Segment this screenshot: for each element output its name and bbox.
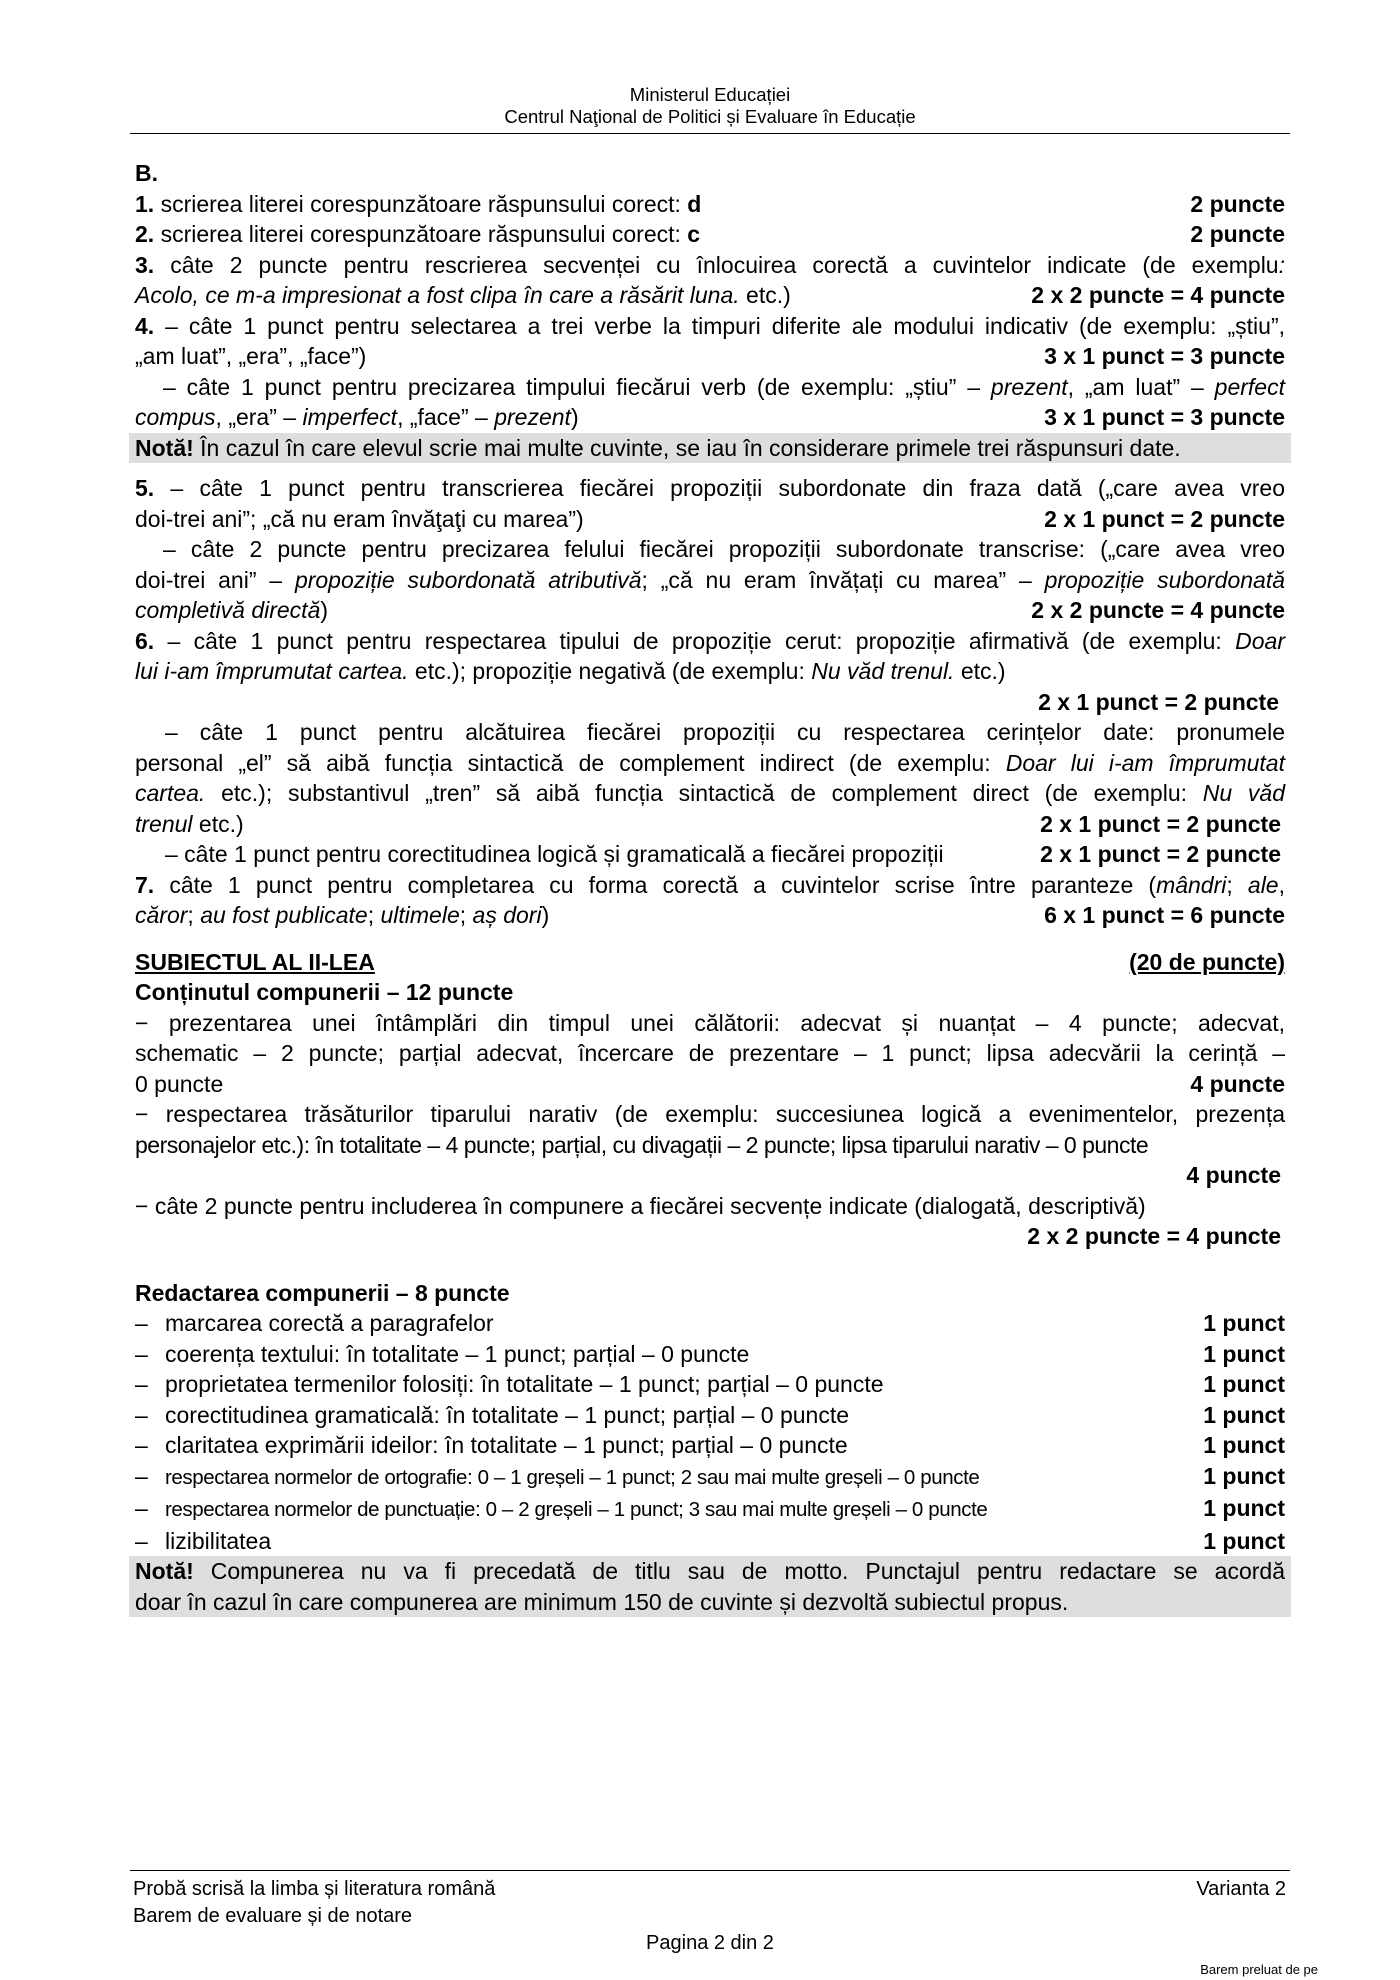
item-6-line-2 — [135, 656, 1285, 687]
example-text: ultimele — [380, 902, 460, 928]
criterion-points: 1 punct — [1203, 1401, 1285, 1428]
page-header — [130, 84, 1290, 128]
item-number: 4. — [135, 312, 155, 339]
item-text: – câte 1 punct pentru transcrierea fiecărei propoziții subordonate din fraza dată („care avea vreo — [154, 475, 1285, 501]
item-number: 1. — [135, 190, 155, 217]
content-criterion-1-line-2: schematic – 2 puncte; parțial adecvat, încercare de prezentare – 1 punct; lipsa adecvării la cerință – — [135, 1040, 1285, 1066]
item-3-line-2 — [135, 280, 1285, 311]
item-1 — [135, 189, 1285, 220]
item-text: ) — [541, 902, 550, 928]
item-points: 2 x 2 puncte = 4 puncte — [1027, 1223, 1281, 1249]
item-number: 3. — [135, 251, 155, 278]
item-text: ; — [1226, 871, 1248, 898]
example-text: cartea. — [135, 780, 206, 806]
item-text: scrierea literei corespunzătoare răspunsului corect: — [154, 221, 688, 247]
writing-section-title: Redactarea compunerii – 8 puncte — [135, 1279, 510, 1306]
writing-criterion — [135, 1526, 1285, 1557]
bullet-dash: – — [135, 1432, 148, 1458]
item-points: 2 x 1 punct = 2 puncte — [1044, 505, 1285, 532]
criterion-text: lizibilitatea — [165, 1527, 272, 1554]
item-4-line-4 — [135, 402, 1285, 433]
item-6-line-4 — [135, 748, 1285, 779]
criterion-points: 1 punct — [1203, 1371, 1285, 1397]
writing-criterion — [135, 1308, 1285, 1339]
example-text: imperfect — [302, 404, 398, 430]
writing-criteria-list — [135, 1308, 1285, 1556]
item-7-line-1 — [135, 870, 1285, 901]
item-answer: d — [687, 190, 702, 217]
item-number: 7. — [135, 871, 155, 898]
content-criterion-1-line-3 — [135, 1069, 1285, 1100]
example-text: completivă directă — [135, 597, 321, 623]
criterion-text: respectarea normelor de ortografie: 0 – 1 greșeli – 1 punct; 2 sau mai multe greșeli – 0 puncte — [165, 1465, 980, 1489]
item-text: personal „el” să aibă funcția sintactică de complement indirect (de exemplu: — [135, 749, 1006, 776]
bullet-dash: – — [135, 1340, 148, 1367]
item-5-line-4 — [135, 565, 1285, 596]
note-text: Compunerea nu va fi precedată de titlu sau de motto. Punctajul pentru redactare se acordă — [193, 1558, 1285, 1584]
item-text: , — [1278, 871, 1285, 898]
writing-criterion — [135, 1400, 1285, 1431]
subject-points: (20 de puncte) — [1129, 948, 1285, 975]
item-5-line-3: – câte 2 puncte pentru precizarea felului fiecărei propoziții subordonate transcrise: („care avea vreo — [163, 536, 1285, 562]
item-5-line-5 — [135, 595, 1285, 626]
footer-divider — [130, 1870, 1290, 1871]
example-text: Doar lui i-am împrumutat — [1005, 749, 1285, 776]
item-4-line-2 — [135, 341, 1285, 372]
item-text: etc.) — [739, 282, 791, 308]
document-type: Barem de evaluare și de notare — [133, 1905, 413, 1927]
example-text: propoziție subordonată atributivă — [294, 566, 642, 593]
item-points: 2 x 1 punct = 2 puncte — [1040, 810, 1281, 837]
example-text: lui i-am împrumutat cartea. — [135, 658, 409, 684]
bullet-dash: – — [135, 1401, 148, 1428]
item-6-line-1 — [135, 626, 1285, 657]
item-5-line-2 — [135, 504, 1285, 535]
subject-2-heading — [135, 947, 1285, 978]
example-text: aș dori — [472, 902, 542, 928]
writing-criterion — [135, 1339, 1285, 1370]
bullet-dash: – — [135, 1495, 148, 1521]
item-points: 2 puncte — [1190, 221, 1285, 247]
example-text: prezent — [494, 404, 571, 430]
note-label: Notă! — [135, 1558, 194, 1584]
item-text: ) — [320, 597, 329, 623]
item-6-line-7 — [135, 839, 1285, 870]
criterion-text: coerența textului: în totalitate – 1 punct; parțial – 0 puncte — [165, 1340, 750, 1367]
criterion-points: 1 punct — [1203, 1495, 1285, 1521]
example-text: ale — [1247, 871, 1279, 898]
item-number: 5. — [135, 475, 155, 501]
item-text: ; — [367, 902, 381, 928]
item-text: – câte 1 punct pentru respectarea tipului de propoziție cerut: propoziție afirmativă (de exemplu: — [154, 627, 1236, 654]
item-text: ; „că nu eram învățați cu marea” – — [641, 566, 1045, 593]
item-text: : — [1278, 251, 1285, 278]
example-text: compus — [135, 404, 216, 430]
item-points: 2 x 2 puncte = 4 puncte — [1031, 282, 1285, 308]
source-note: Barem preluat de pe — [1200, 1962, 1318, 1977]
item-text: , „am luat” – — [1067, 373, 1215, 400]
item-text: doi-trei ani” – — [135, 566, 295, 593]
item-text: ) — [570, 404, 579, 430]
item-text: – câte 1 punct pentru precizarea timpului fiecărui verb (de exemplu: „știu” – — [163, 373, 991, 400]
writing-criterion — [135, 1369, 1285, 1400]
item-text: , „era” – — [215, 404, 303, 430]
page-number: Pagina 2 din 2 — [646, 1932, 774, 1954]
note-text: doar în cazul în care compunerea are minimum 150 de cuvinte și dezvoltă subiectul propus. — [135, 1588, 1069, 1615]
criterion-points: 1 punct — [1203, 1432, 1285, 1458]
criterion-text: claritatea exprimării ideilor: în totalitate – 1 punct; parțial – 0 puncte — [165, 1432, 848, 1458]
example-text: au fost publicate — [200, 902, 368, 928]
bullet-dash: – — [135, 1310, 148, 1336]
bullet-dash: – — [135, 1527, 148, 1554]
footer-left — [133, 1876, 495, 1930]
item-2 — [135, 219, 1285, 250]
example-text: mândri — [1156, 871, 1227, 898]
item-answer: c — [687, 221, 701, 247]
criterion-text: marcarea corectă a paragrafelor — [165, 1310, 494, 1336]
criterion-text: corectitudinea gramaticală: în totalitate – 1 punct; parțial – 0 puncte — [165, 1401, 850, 1428]
item-6-line-6 — [135, 809, 1285, 840]
example-text: Acolo, ce m-a impresionat a fost clipa în care a răsărit luna. — [135, 282, 740, 308]
item-text: etc.) — [192, 810, 244, 837]
item-points: 4 puncte — [1190, 1070, 1285, 1097]
content-criterion-2-line-1: − respectarea trăsăturilor tiparului narativ (de exemplu: succesiunea logică a evenimentelor, prezența — [135, 1101, 1285, 1127]
item-text: 0 puncte — [135, 1070, 224, 1097]
writing-criterion — [135, 1493, 1285, 1526]
example-text: propoziție subordonată — [1044, 566, 1285, 593]
item-6-line-5 — [135, 778, 1285, 809]
item-points: 2 x 2 puncte = 4 puncte — [1031, 597, 1285, 623]
item-text: – câte 1 punct pentru corectitudinea logică și gramaticală a fiecărei propoziții — [165, 841, 944, 867]
item-text: câte 2 puncte pentru rescrierea secvenței cu înlocuirea corectă a cuvintelor indicate (de exemplu — [154, 251, 1279, 278]
note-text: În cazul în care elevul scrie mai multe cuvinte, se iau în considerare primele trei răspunsuri date. — [193, 434, 1181, 461]
example-text: prezent — [990, 373, 1068, 400]
content-criterion-2-line-2: personajelor etc.): în totalitate – 4 puncte; parțial, cu divagații – 2 puncte; lipsa tiparului narativ – 0 puncte — [135, 1131, 1149, 1158]
example-text: Nu văd trenul. — [811, 658, 955, 684]
item-text: doi-trei ani”; „că nu eram învăţaţi cu marea”) — [135, 505, 584, 532]
item-text: „am luat”, „era”, „face”) — [135, 343, 367, 369]
bullet-dash: – — [135, 1371, 148, 1397]
header-divider — [130, 133, 1290, 134]
item-text: scrierea literei corespunzătoare răspunsului corect: — [154, 190, 688, 217]
item-text: etc.) — [954, 658, 1006, 684]
item-text: ; — [459, 902, 473, 928]
item-6-line-3: – câte 1 punct pentru alcătuirea fiecărei propoziții cu respectarea cerințelor date: pronumele — [165, 719, 1285, 745]
note-box — [129, 1556, 1291, 1617]
item-points: 2 puncte — [1190, 190, 1285, 217]
item-text: , „face” – — [397, 404, 495, 430]
item-3-line-1 — [135, 250, 1285, 281]
item-text: – câte 1 punct pentru selectarea a trei verbe la timpuri diferite ale modului indicativ (de exemplu: „știu”, — [154, 312, 1285, 339]
writing-criterion — [135, 1430, 1285, 1461]
item-points: 6 x 1 punct = 6 puncte — [1044, 902, 1285, 928]
item-points: 3 x 1 punct = 3 puncte — [1044, 343, 1285, 369]
ministry-name: Ministerul Educației — [629, 84, 791, 105]
item-text: etc.); substantivul „tren” să aibă funcția sintactică de complement direct (de exemplu: — [205, 780, 1203, 806]
variant-label: Varianta 2 — [1196, 1878, 1286, 1900]
subject-title: SUBIECTUL AL II-LEA — [135, 948, 375, 975]
example-text: trenul — [135, 810, 193, 837]
example-text: Doar — [1235, 627, 1285, 654]
item-7-line-2 — [135, 900, 1285, 931]
item-points: 3 x 1 punct = 3 puncte — [1044, 404, 1285, 430]
item-points: 4 puncte — [1186, 1162, 1281, 1188]
item-points: 2 x 1 punct = 2 puncte — [1038, 688, 1279, 715]
item-points: 2 x 1 punct = 2 puncte — [1040, 841, 1281, 867]
grading-content — [135, 158, 1285, 1617]
writing-criterion — [135, 1461, 1285, 1494]
note-box — [129, 433, 1291, 464]
criterion-points: 1 punct — [1203, 1462, 1285, 1489]
criterion-points: 1 punct — [1203, 1310, 1285, 1336]
exam-name: Probă scrisă la limba și literatura română — [133, 1878, 496, 1900]
criterion-text: proprietatea termenilor folosiți: în totalitate – 1 punct; parțial – 0 puncte — [165, 1371, 884, 1397]
content-section-title: Conținutul compunerii – 12 puncte — [135, 979, 514, 1005]
content-criterion-3-line-1: − câte 2 puncte pentru includerea în compunere a fiecărei secvențe indicate (dialogată, descriptivă) — [135, 1192, 1146, 1219]
item-4-line-3 — [135, 372, 1285, 403]
item-text: etc.); propoziție negativă (de exemplu: — [408, 658, 812, 684]
center-name: Centrul Naţional de Politici și Evaluare în Educație — [504, 106, 916, 127]
bullet-dash: – — [135, 1462, 148, 1489]
criterion-text: respectarea normelor de punctuație: 0 – 2 greșeli – 1 punct; 3 sau mai multe greșeli – 0 puncte — [165, 1498, 988, 1521]
criterion-points: 1 punct — [1203, 1340, 1285, 1367]
item-5-line-1 — [135, 473, 1285, 504]
example-text: căror — [135, 902, 188, 928]
item-4-line-1 — [135, 311, 1285, 342]
criterion-points: 1 punct — [1203, 1527, 1285, 1554]
example-text: Nu văd — [1202, 780, 1286, 806]
item-number: 6. — [135, 627, 155, 654]
note-label: Notă! — [135, 434, 194, 461]
item-number: 2. — [135, 221, 155, 247]
item-text: ; — [187, 902, 201, 928]
part-b-label: B. — [135, 160, 158, 186]
item-text: câte 1 punct pentru completarea cu forma corectă a cuvintelor scrise între paranteze ( — [154, 871, 1157, 898]
example-text: perfect — [1214, 373, 1285, 400]
content-criterion-1-line-1: − prezentarea unei întâmplări din timpul unei călătorii: adecvat și nuanțat – 4 puncte; adecvat, — [135, 1009, 1285, 1036]
